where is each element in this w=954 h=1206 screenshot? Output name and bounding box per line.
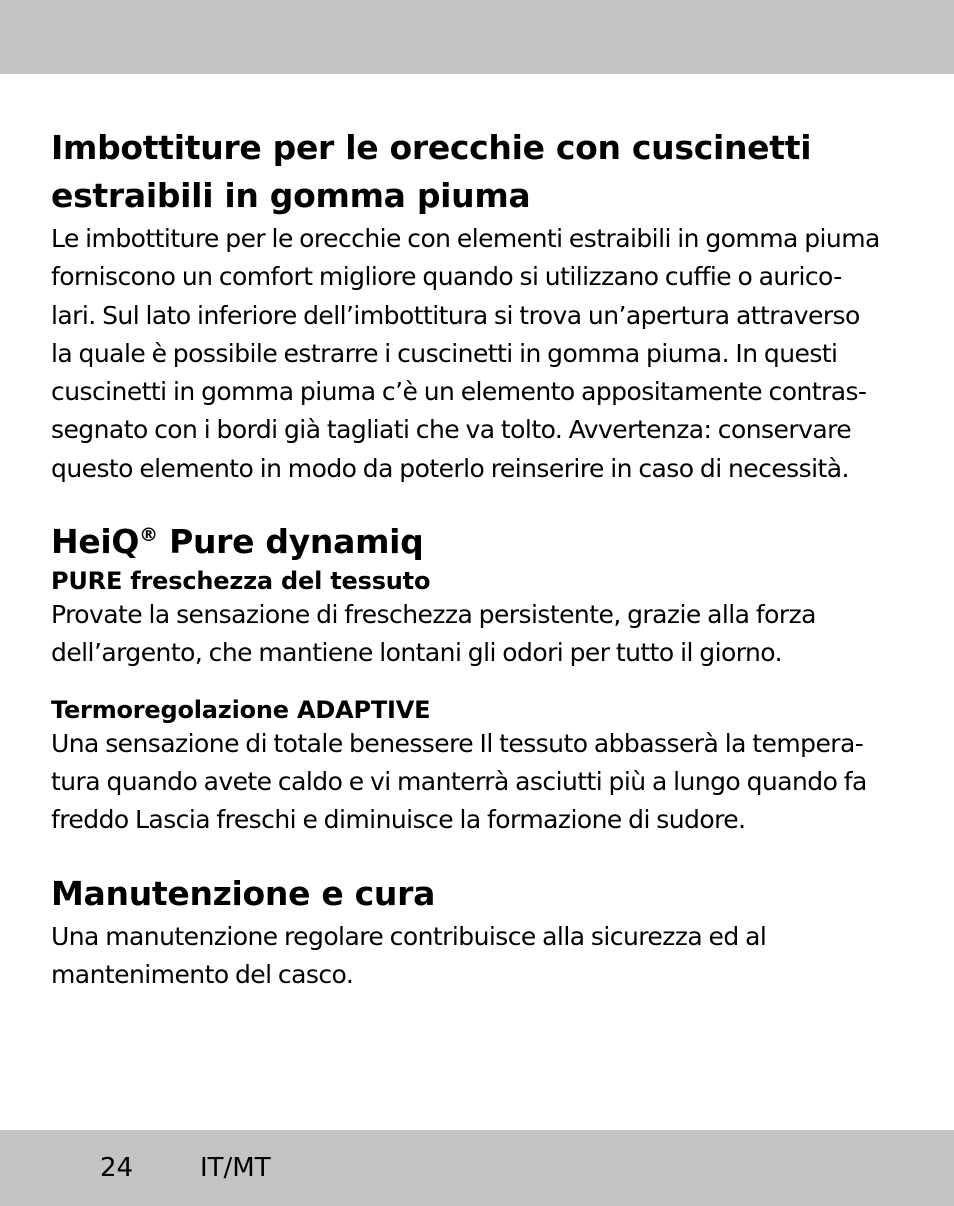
title-line: estraibili in gomma piuma: [51, 176, 531, 215]
section-title-ear-pads: [51, 124, 921, 220]
text-line: lari. Sul lato inferiore dell’imbottitura si trova un’apertura attraverso: [51, 300, 860, 330]
section-title-heiq: [51, 518, 921, 566]
heiq-title-rest: Pure dynamiq: [157, 522, 424, 562]
title-line: Imbottiture per le orecchie con cuscinetti: [51, 128, 812, 167]
page-content: [51, 124, 921, 994]
text-line: questo elemento in modo da poterlo reinserire in caso di necessità.: [51, 453, 849, 483]
subsection-title-adaptive: Termoregolazione ADAPTIVE: [51, 695, 431, 724]
text-line: forniscono un comfort migliore quando si utilizzano cuffie o aurico-: [51, 262, 842, 292]
adaptive-paragraph: [51, 725, 921, 840]
text-line: cuscinetti in gomma piuma c’è un elemento appositamente contras-: [51, 377, 867, 407]
text-line: Provate la sensazione di freschezza persistente, grazie alla forza: [51, 600, 816, 630]
heiq-brand: HeiQ: [51, 522, 140, 562]
text-line: Una manutenzione regolare contribuisce alla sicurezza ed al: [51, 921, 767, 951]
pure-paragraph: [51, 596, 921, 673]
maintenance-paragraph: [51, 918, 921, 995]
page-number: 24: [100, 1153, 134, 1183]
text-line: Le imbottiture per le orecchie con elementi estraibili in gomma piuma: [51, 224, 880, 253]
text-line: tura quando avete caldo e vi manterrà asciutti più a lungo quando fa: [51, 766, 867, 796]
text-line: freddo Lascia freschi e diminuisce la formazione di sudore.: [51, 805, 746, 835]
ear-pads-paragraph: [51, 220, 921, 488]
language-code: IT/MT: [200, 1153, 271, 1183]
text-line: segnato con i bordi già tagliati che va tolto. Avvertenza: conservare: [51, 415, 852, 445]
registered-mark: ®: [139, 524, 158, 547]
footer-band: [0, 1130, 954, 1206]
section-title-maintenance: Manutenzione e cura: [51, 873, 436, 913]
text-line: dell’argento, che mantiene lontani gli odori per tutto il giorno.: [51, 638, 783, 668]
text-line: Una sensazione di totale benessere Il tessuto abbasserà la tempera-: [51, 728, 864, 758]
text-line: mantenimento del casco.: [51, 959, 354, 989]
subsection-title-pure: PURE freschezza del tessuto: [51, 567, 431, 596]
text-line: la quale è possibile estrarre i cuscinetti in gomma piuma. In questi: [51, 338, 838, 368]
header-band: [0, 0, 954, 74]
